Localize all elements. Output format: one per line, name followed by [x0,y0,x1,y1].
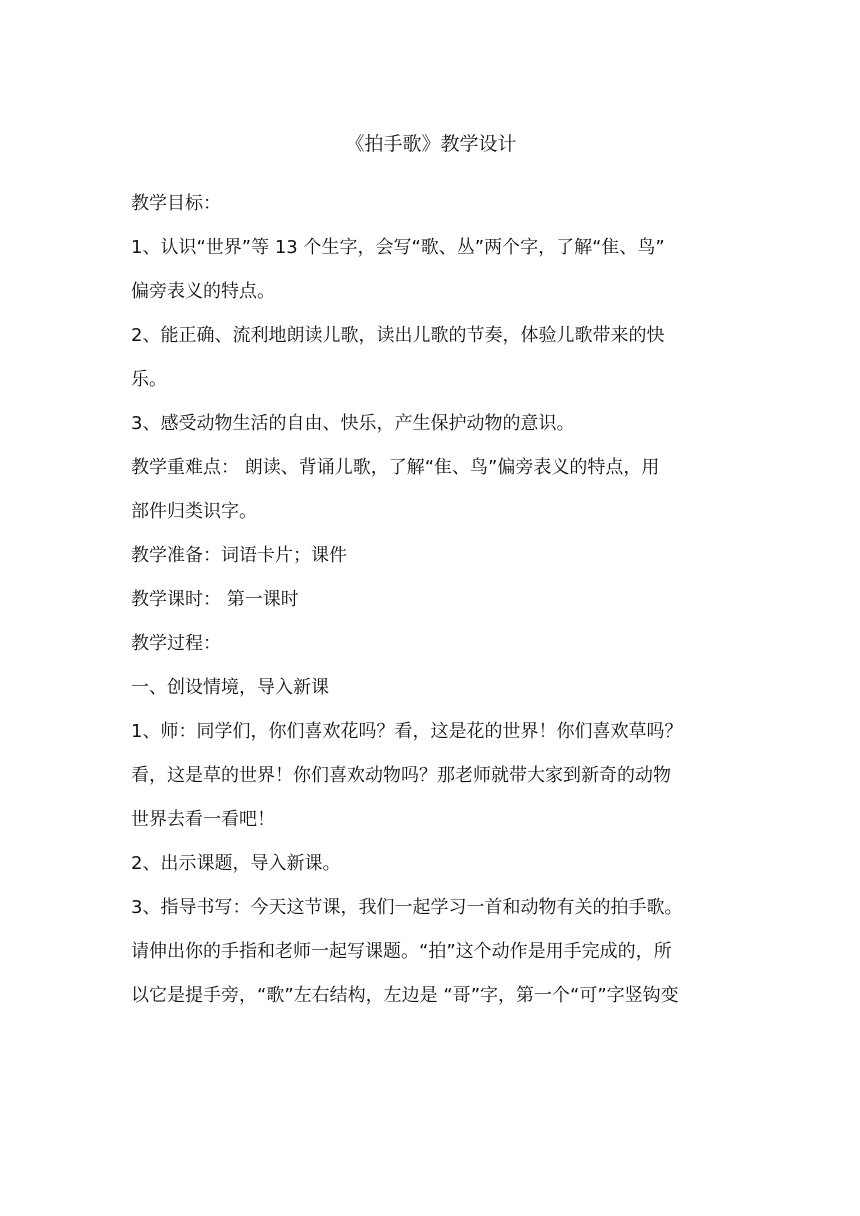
line-objectives-heading: 教学目标： [131,193,221,214]
line-step-1c: 世界去看一看吧！ [131,809,275,830]
line-process-heading: 教学过程： [131,633,221,654]
line-step-3b: 请伸出你的手指和老师一起写课题。“拍”这个动作是用手完成的，所 [131,941,672,962]
line-objective-1a: 1、认识“世界”等 13 个生字，会写“歌、丛”两个字，了解“隹、鸟” [131,237,665,258]
line-step-1a: 1、师：同学们，你们喜欢花吗？看，这是花的世界！你们喜欢草吗？ [131,721,683,742]
line-step-3a: 3、指导书写：今天这节课，我们一起学习一首和动物有关的拍手歌。 [131,897,683,918]
line-step-3c: 以它是提手旁，“歌”左右结构，左边是 “哥”字，第一个“可”字竖钩变 [131,985,679,1006]
line-preparation: 教学准备：词语卡片；课件 [131,545,347,566]
line-key-difficulties-a: 教学重难点： 朗读、背诵儿歌，了解“隹、鸟”偏旁表义的特点，用 [131,457,660,478]
line-section-1-heading: 一、创设情境，导入新课 [131,677,329,698]
document-body [131,122,731,1018]
line-objective-2b: 乐。 [131,369,167,390]
line-key-difficulties-b: 部件归类识字。 [131,501,257,522]
line-objective-1b: 偏旁表义的特点。 [131,281,275,302]
line-step-1b: 看，这是草的世界！你们喜欢动物吗？那老师就带大家到新奇的动物 [131,765,671,786]
line-objective-2a: 2、能正确、流利地朗读儿歌，读出儿歌的节奏，体验儿歌带来的快 [131,325,665,346]
line-objective-3: 3、感受动物生活的自由、快乐，产生保护动物的意识。 [131,413,575,434]
document-title: 《拍手歌》教学设计 [345,133,517,155]
line-lesson-hours: 教学课时： 第一课时 [131,589,299,610]
line-step-2: 2、出示课题，导入新课。 [131,853,341,874]
